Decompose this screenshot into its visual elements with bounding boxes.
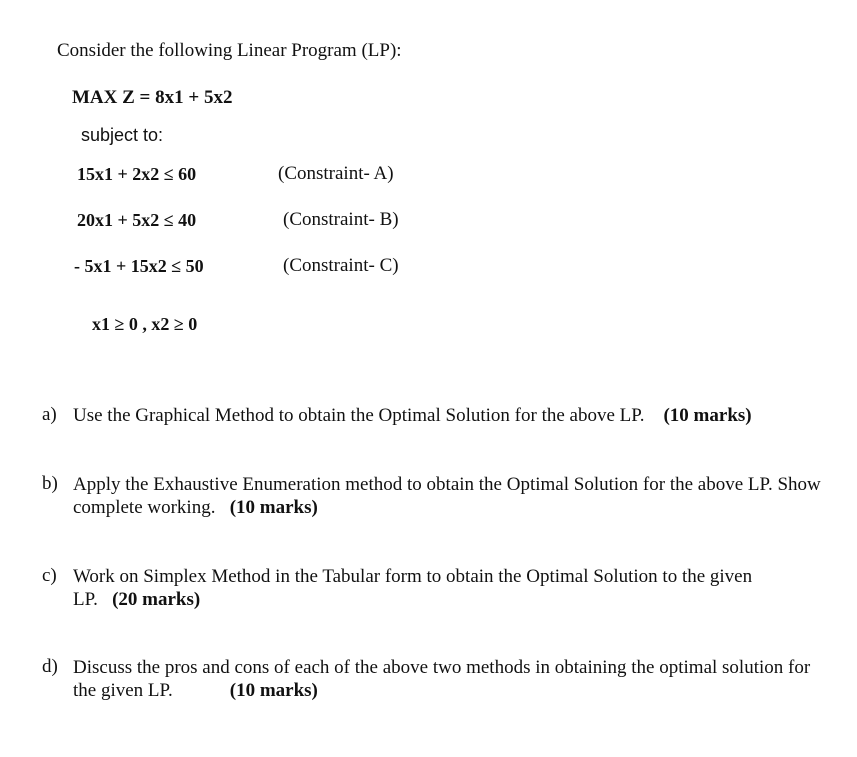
question-a-marks: (10 marks) — [663, 405, 752, 426]
question-d — [42, 656, 832, 702]
question-d-text: Discuss the pros and cons of each of the above two methods in obtaining the optimal solution for the given LP. — [73, 657, 811, 701]
intro-text: Consider the following Linear Program (LP): — [57, 40, 402, 61]
question-c-letter: c) — [42, 565, 57, 586]
constraint-a-expression: 15x1 + 2x2 ≤ 60 — [77, 164, 197, 184]
question-b-text: Apply the Exhaustive Enumeration method to obtain the Optimal Solution for the above LP. Show complete working. — [73, 474, 821, 518]
question-c-text: Work on Simplex Method in the Tabular form to obtain the Optimal Solution to the given LP. — [73, 566, 753, 610]
constraint-b-expression: 20x1 + 5x2 ≤ 40 — [77, 210, 197, 230]
constraint-a-label: (Constraint- A) — [278, 163, 394, 184]
constraint-b-label: (Constraint- B) — [283, 209, 399, 230]
constraint-c-label: (Constraint- C) — [283, 255, 399, 276]
question-a-letter: a) — [42, 404, 57, 425]
non-negativity-constraint: x1 ≥ 0 , x2 ≥ 0 — [92, 314, 198, 334]
question-a — [42, 404, 822, 427]
question-b-marks: (10 marks) — [229, 497, 318, 518]
subject-to-label: subject to: — [81, 125, 164, 145]
question-b — [42, 473, 822, 519]
question-d-marks: (10 marks) — [229, 680, 318, 701]
objective-function: MAX Z = 8x1 + 5x2 — [72, 87, 233, 108]
constraint-c-expression: - 5x1 + 15x2 ≤ 50 — [74, 256, 204, 276]
question-d-letter: d) — [42, 656, 58, 677]
question-c-marks: (20 marks) — [112, 589, 201, 610]
question-c — [42, 565, 802, 611]
question-a-text: Use the Graphical Method to obtain the Optimal Solution for the above LP. — [73, 405, 645, 426]
question-b-letter: b) — [42, 473, 58, 494]
